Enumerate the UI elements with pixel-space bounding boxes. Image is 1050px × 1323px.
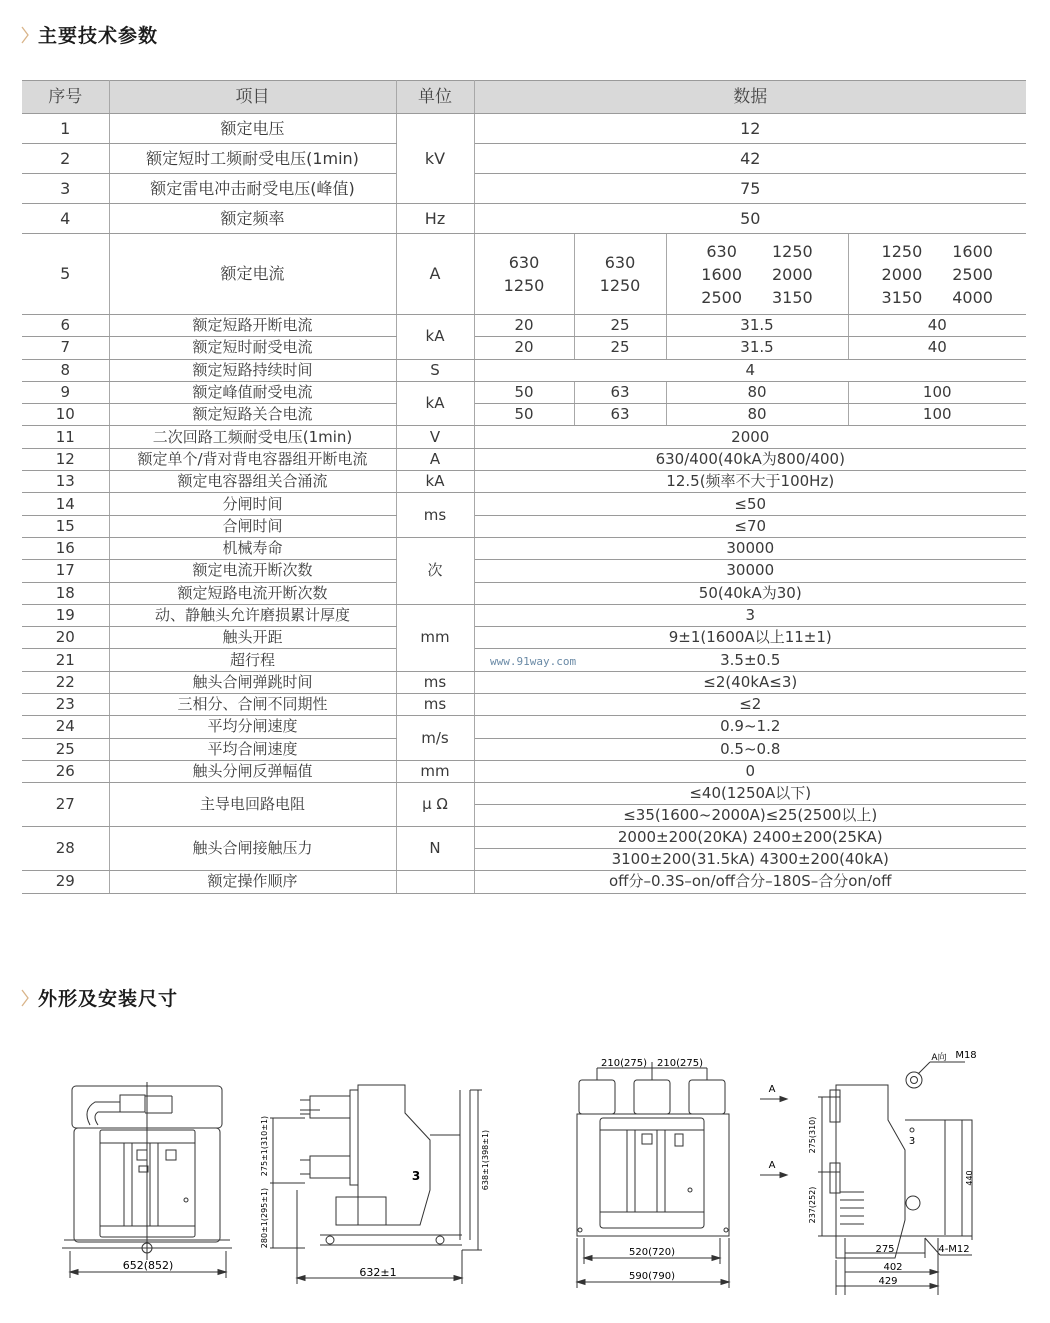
- row-unit: V: [396, 426, 474, 448]
- current-value: 630: [706, 241, 737, 261]
- row-value: 9±1(1600A以上11±1): [474, 627, 1026, 649]
- header-unit: 单位: [396, 81, 474, 114]
- dim-side-depth: 632±1: [359, 1266, 397, 1279]
- side-view-drawing: [270, 1085, 482, 1284]
- row-no: 4: [22, 204, 109, 234]
- table-row: [22, 627, 1026, 649]
- row-item: 额定短时耐受电流: [109, 337, 396, 359]
- row-unit: S: [396, 359, 474, 381]
- row-item: 触头合闸弹跳时间: [109, 671, 396, 693]
- table-header-row: [22, 81, 1026, 114]
- row-no: 20: [22, 627, 109, 649]
- row-value: 100: [848, 381, 1026, 403]
- row-value: 25: [574, 337, 666, 359]
- a-view-label: A向: [931, 1053, 947, 1063]
- row-no: 11: [22, 426, 109, 448]
- row-no: 15: [22, 515, 109, 537]
- dim-pitch-1: 210(275): [601, 1058, 647, 1069]
- row-item: 额定峰值耐受电流: [109, 381, 396, 403]
- row-no: 17: [22, 560, 109, 582]
- row-value: ≤40(1250A以下): [474, 783, 1026, 805]
- table-row: [22, 114, 1026, 144]
- rated-current-col-2: [574, 234, 666, 315]
- row-value: 31.5: [666, 337, 848, 359]
- row-item: 额定频率: [109, 204, 396, 234]
- table-row: [22, 827, 1026, 849]
- row-value: 630/400(40kA为800/400): [474, 448, 1026, 470]
- row-unit: N: [396, 827, 474, 871]
- row-value: 20: [474, 315, 574, 337]
- row-no: 27: [22, 783, 109, 827]
- row-value: 63: [574, 404, 666, 426]
- rated-current-col-3: [666, 234, 848, 315]
- row-item: 动、静触头允许磨损累计厚度: [109, 604, 396, 626]
- table-row: [22, 694, 1026, 716]
- section-title-text: 外形及安装尺寸: [38, 988, 179, 1010]
- current-value: 3150: [772, 287, 813, 307]
- row-item: 额定短路电流开断次数: [109, 582, 396, 604]
- row-value: 80: [666, 381, 848, 403]
- row-value: 30000: [474, 560, 1026, 582]
- row-value: ≤2(40kA≤3): [474, 671, 1026, 693]
- row-value: 2000±200(20KA) 2400±200(25KA): [474, 827, 1026, 849]
- dim-429: 429: [878, 1276, 898, 1287]
- dim-275: 275: [875, 1244, 895, 1255]
- row-no: 21: [22, 649, 109, 671]
- row-no: 22: [22, 671, 109, 693]
- row-no: 24: [22, 716, 109, 738]
- section-title-specs: [20, 21, 158, 48]
- row-value: 50(40kA为30): [474, 582, 1026, 604]
- row-no: 18: [22, 582, 109, 604]
- dim-pitch-2: 210(275): [657, 1058, 703, 1069]
- current-value: 4000: [952, 287, 993, 307]
- row-no: 25: [22, 738, 109, 760]
- header-no: 序号: [22, 81, 109, 114]
- rated-current-col-1: [474, 234, 574, 315]
- view-arrow-a2: A: [768, 1160, 776, 1171]
- row-no: 10: [22, 404, 109, 426]
- current-value: 3150: [881, 287, 923, 307]
- row-no: 5: [22, 234, 109, 315]
- row-unit: m/s: [396, 716, 474, 761]
- row-no: 8: [22, 359, 109, 381]
- row-unit: 次: [396, 537, 474, 604]
- dim-side-lower: 280±1(295±1): [260, 1187, 269, 1249]
- table-row: [22, 493, 1026, 515]
- row-value: 40: [848, 337, 1026, 359]
- row-item: 触头开距: [109, 627, 396, 649]
- table-row: [22, 234, 1026, 315]
- row-item: 额定电流: [109, 234, 396, 315]
- dim-outer-width: 590(790): [629, 1271, 675, 1282]
- row-value: 3.5±0.5: [474, 649, 1026, 671]
- dim-side2-lower: 237(252): [808, 1186, 817, 1224]
- row-value: ≤70: [474, 515, 1026, 537]
- row-unit: A: [396, 448, 474, 470]
- chevron-right-icon: [20, 989, 30, 1007]
- row-unit: [396, 871, 474, 893]
- row-item: 额定短时工频耐受电压(1min): [109, 144, 396, 174]
- current-value: 2500: [952, 264, 993, 284]
- row-value: 25: [574, 315, 666, 337]
- section-title-dimensions: [20, 984, 178, 1011]
- row-value: 4: [474, 359, 1026, 381]
- row-value: 12: [474, 114, 1026, 144]
- dim-side-upper: 275±1(310±1): [260, 1115, 269, 1177]
- row-unit: kV: [396, 114, 474, 204]
- row-value: ≤35(1600~2000A)≤25(2500以上): [474, 805, 1026, 827]
- table-row: [22, 738, 1026, 760]
- row-item: 额定短路持续时间: [109, 359, 396, 381]
- current-value: 1600: [952, 241, 993, 261]
- thread-label: M18: [955, 1050, 977, 1061]
- row-item: 三相分、合闸不同期性: [109, 694, 396, 716]
- row-item: 合闸时间: [109, 515, 396, 537]
- row-unit: ms: [396, 493, 474, 538]
- row-value: 20: [474, 337, 574, 359]
- table-row: [22, 404, 1026, 426]
- table-row: [22, 871, 1026, 893]
- table-row: [22, 448, 1026, 470]
- dim-inner-width: 520(720): [629, 1247, 675, 1258]
- bolt-label: 4-M12: [938, 1244, 970, 1255]
- row-no: 14: [22, 493, 109, 515]
- row-no: 28: [22, 827, 109, 871]
- dim-side2-upper: 275(310): [808, 1116, 817, 1154]
- row-value: 2000: [474, 426, 1026, 448]
- table-row: [22, 315, 1026, 337]
- row-item: 额定短路开断电流: [109, 315, 396, 337]
- row-value: 75: [474, 174, 1026, 204]
- row-item: 平均分闸速度: [109, 716, 396, 738]
- row-value: ≤50: [474, 493, 1026, 515]
- row-value: 63: [574, 381, 666, 403]
- rated-current-col-4: [848, 234, 1026, 315]
- row-value: 31.5: [666, 315, 848, 337]
- row-value: 40: [848, 315, 1026, 337]
- row-item: 额定电压: [109, 114, 396, 144]
- row-item: 分闸时间: [109, 493, 396, 515]
- row-value: 100: [848, 404, 1026, 426]
- table-row: [22, 144, 1026, 174]
- row-no: 9: [22, 381, 109, 403]
- current-value: 1250: [772, 241, 813, 261]
- table-row: [22, 381, 1026, 403]
- table-row: [22, 560, 1026, 582]
- current-value: 1250: [599, 276, 641, 295]
- row-no: 2: [22, 144, 109, 174]
- table-row: [22, 760, 1026, 782]
- row-unit: mm: [396, 760, 474, 782]
- row-item: 额定短路关合电流: [109, 404, 396, 426]
- table-row: [22, 515, 1026, 537]
- row-value: 50: [474, 404, 574, 426]
- current-value: 2000: [772, 264, 813, 284]
- dimension-drawings: [0, 1040, 1050, 1310]
- table-row: [22, 426, 1026, 448]
- row-value: ≤2: [474, 694, 1026, 716]
- row-item: 超行程: [109, 649, 396, 671]
- row-item: 主导电回路电阻: [109, 783, 396, 827]
- table-row: [22, 537, 1026, 559]
- current-value: 1250: [881, 241, 923, 261]
- current-value: 630: [604, 253, 636, 272]
- row-value: 3: [474, 604, 1026, 626]
- row-value: 0.5~0.8: [474, 738, 1026, 760]
- row-item: 触头合闸接触压力: [109, 827, 396, 871]
- row-item: 额定单个/背对背电容器组开断电流: [109, 448, 396, 470]
- header-data: 数据: [474, 81, 1026, 114]
- current-value: 2000: [881, 264, 923, 284]
- row-unit: kA: [396, 471, 474, 493]
- row-value: 50: [474, 381, 574, 403]
- row-item: 机械寿命: [109, 537, 396, 559]
- row-item: 额定操作顺序: [109, 871, 396, 893]
- row-unit: mm: [396, 604, 474, 671]
- row-no: 16: [22, 537, 109, 559]
- section-title-text: 主要技术参数: [38, 25, 159, 47]
- table-row: [22, 582, 1026, 604]
- row-value: 50: [474, 204, 1026, 234]
- current-value: 1250: [503, 276, 545, 295]
- row-item: 额定雷电冲击耐受电压(峰值): [109, 174, 396, 204]
- watermark: www.91way.com: [490, 655, 577, 668]
- row-item: 平均合闸速度: [109, 738, 396, 760]
- row-item: 额定电容器组关合涌流: [109, 471, 396, 493]
- row-unit: kA: [396, 315, 474, 360]
- row-value: 12.5(频率不大于100Hz): [474, 471, 1026, 493]
- row-value: 0: [474, 760, 1026, 782]
- table-row: [22, 471, 1026, 493]
- row-value: 30000: [474, 537, 1026, 559]
- table-row: [22, 783, 1026, 805]
- row-unit: A: [396, 234, 474, 315]
- row-no: 29: [22, 871, 109, 893]
- row-unit: μ Ω: [396, 783, 474, 827]
- row-no: 19: [22, 604, 109, 626]
- side-label-3: 3: [411, 1169, 421, 1183]
- row-value: off分–0.3S–on/off合分–180S–合分on/off: [474, 871, 1026, 893]
- front-view-drawing: [62, 1082, 232, 1278]
- row-item: 额定电流开断次数: [109, 560, 396, 582]
- table-row: [22, 716, 1026, 738]
- table-row: [22, 204, 1026, 234]
- row-unit: ms: [396, 671, 474, 693]
- header-item: 项目: [109, 81, 396, 114]
- dim-front-width: 652(852): [122, 1259, 174, 1272]
- dim-402: 402: [883, 1262, 903, 1273]
- table-row: [22, 671, 1026, 693]
- side-view-2-drawing: [818, 1062, 972, 1295]
- row-unit: ms: [396, 694, 474, 716]
- table-row: [22, 174, 1026, 204]
- table-row: [22, 337, 1026, 359]
- row-unit: kA: [396, 381, 474, 426]
- row-unit: Hz: [396, 204, 474, 234]
- row-item: 二次回路工频耐受电压(1min): [109, 426, 396, 448]
- row-no: 23: [22, 694, 109, 716]
- dim-side2-height: 440: [965, 1170, 974, 1186]
- row-no: 26: [22, 760, 109, 782]
- row-no: 3: [22, 174, 109, 204]
- spec-table: [22, 80, 1026, 894]
- row-value: 80: [666, 404, 848, 426]
- current-value: 1600: [701, 264, 742, 284]
- row-item: 触头分闸反弹幅值: [109, 760, 396, 782]
- row-value: 0.9~1.2: [474, 716, 1026, 738]
- row-no: 6: [22, 315, 109, 337]
- side2-label-3: 3: [908, 1136, 916, 1147]
- current-value: 630: [508, 253, 540, 272]
- row-no: 12: [22, 448, 109, 470]
- row-no: 7: [22, 337, 109, 359]
- dim-side-height: 638±1(398±1): [481, 1129, 490, 1191]
- row-value: 42: [474, 144, 1026, 174]
- row-value: 3100±200(31.5kA) 4300±200(40kA): [474, 849, 1026, 871]
- view-arrow-a1: A: [768, 1084, 776, 1095]
- chevron-right-icon: [20, 26, 30, 44]
- table-row: [22, 359, 1026, 381]
- table-row: [22, 604, 1026, 626]
- row-no: 13: [22, 471, 109, 493]
- row-no: 1: [22, 114, 109, 144]
- current-value: 2500: [701, 287, 742, 307]
